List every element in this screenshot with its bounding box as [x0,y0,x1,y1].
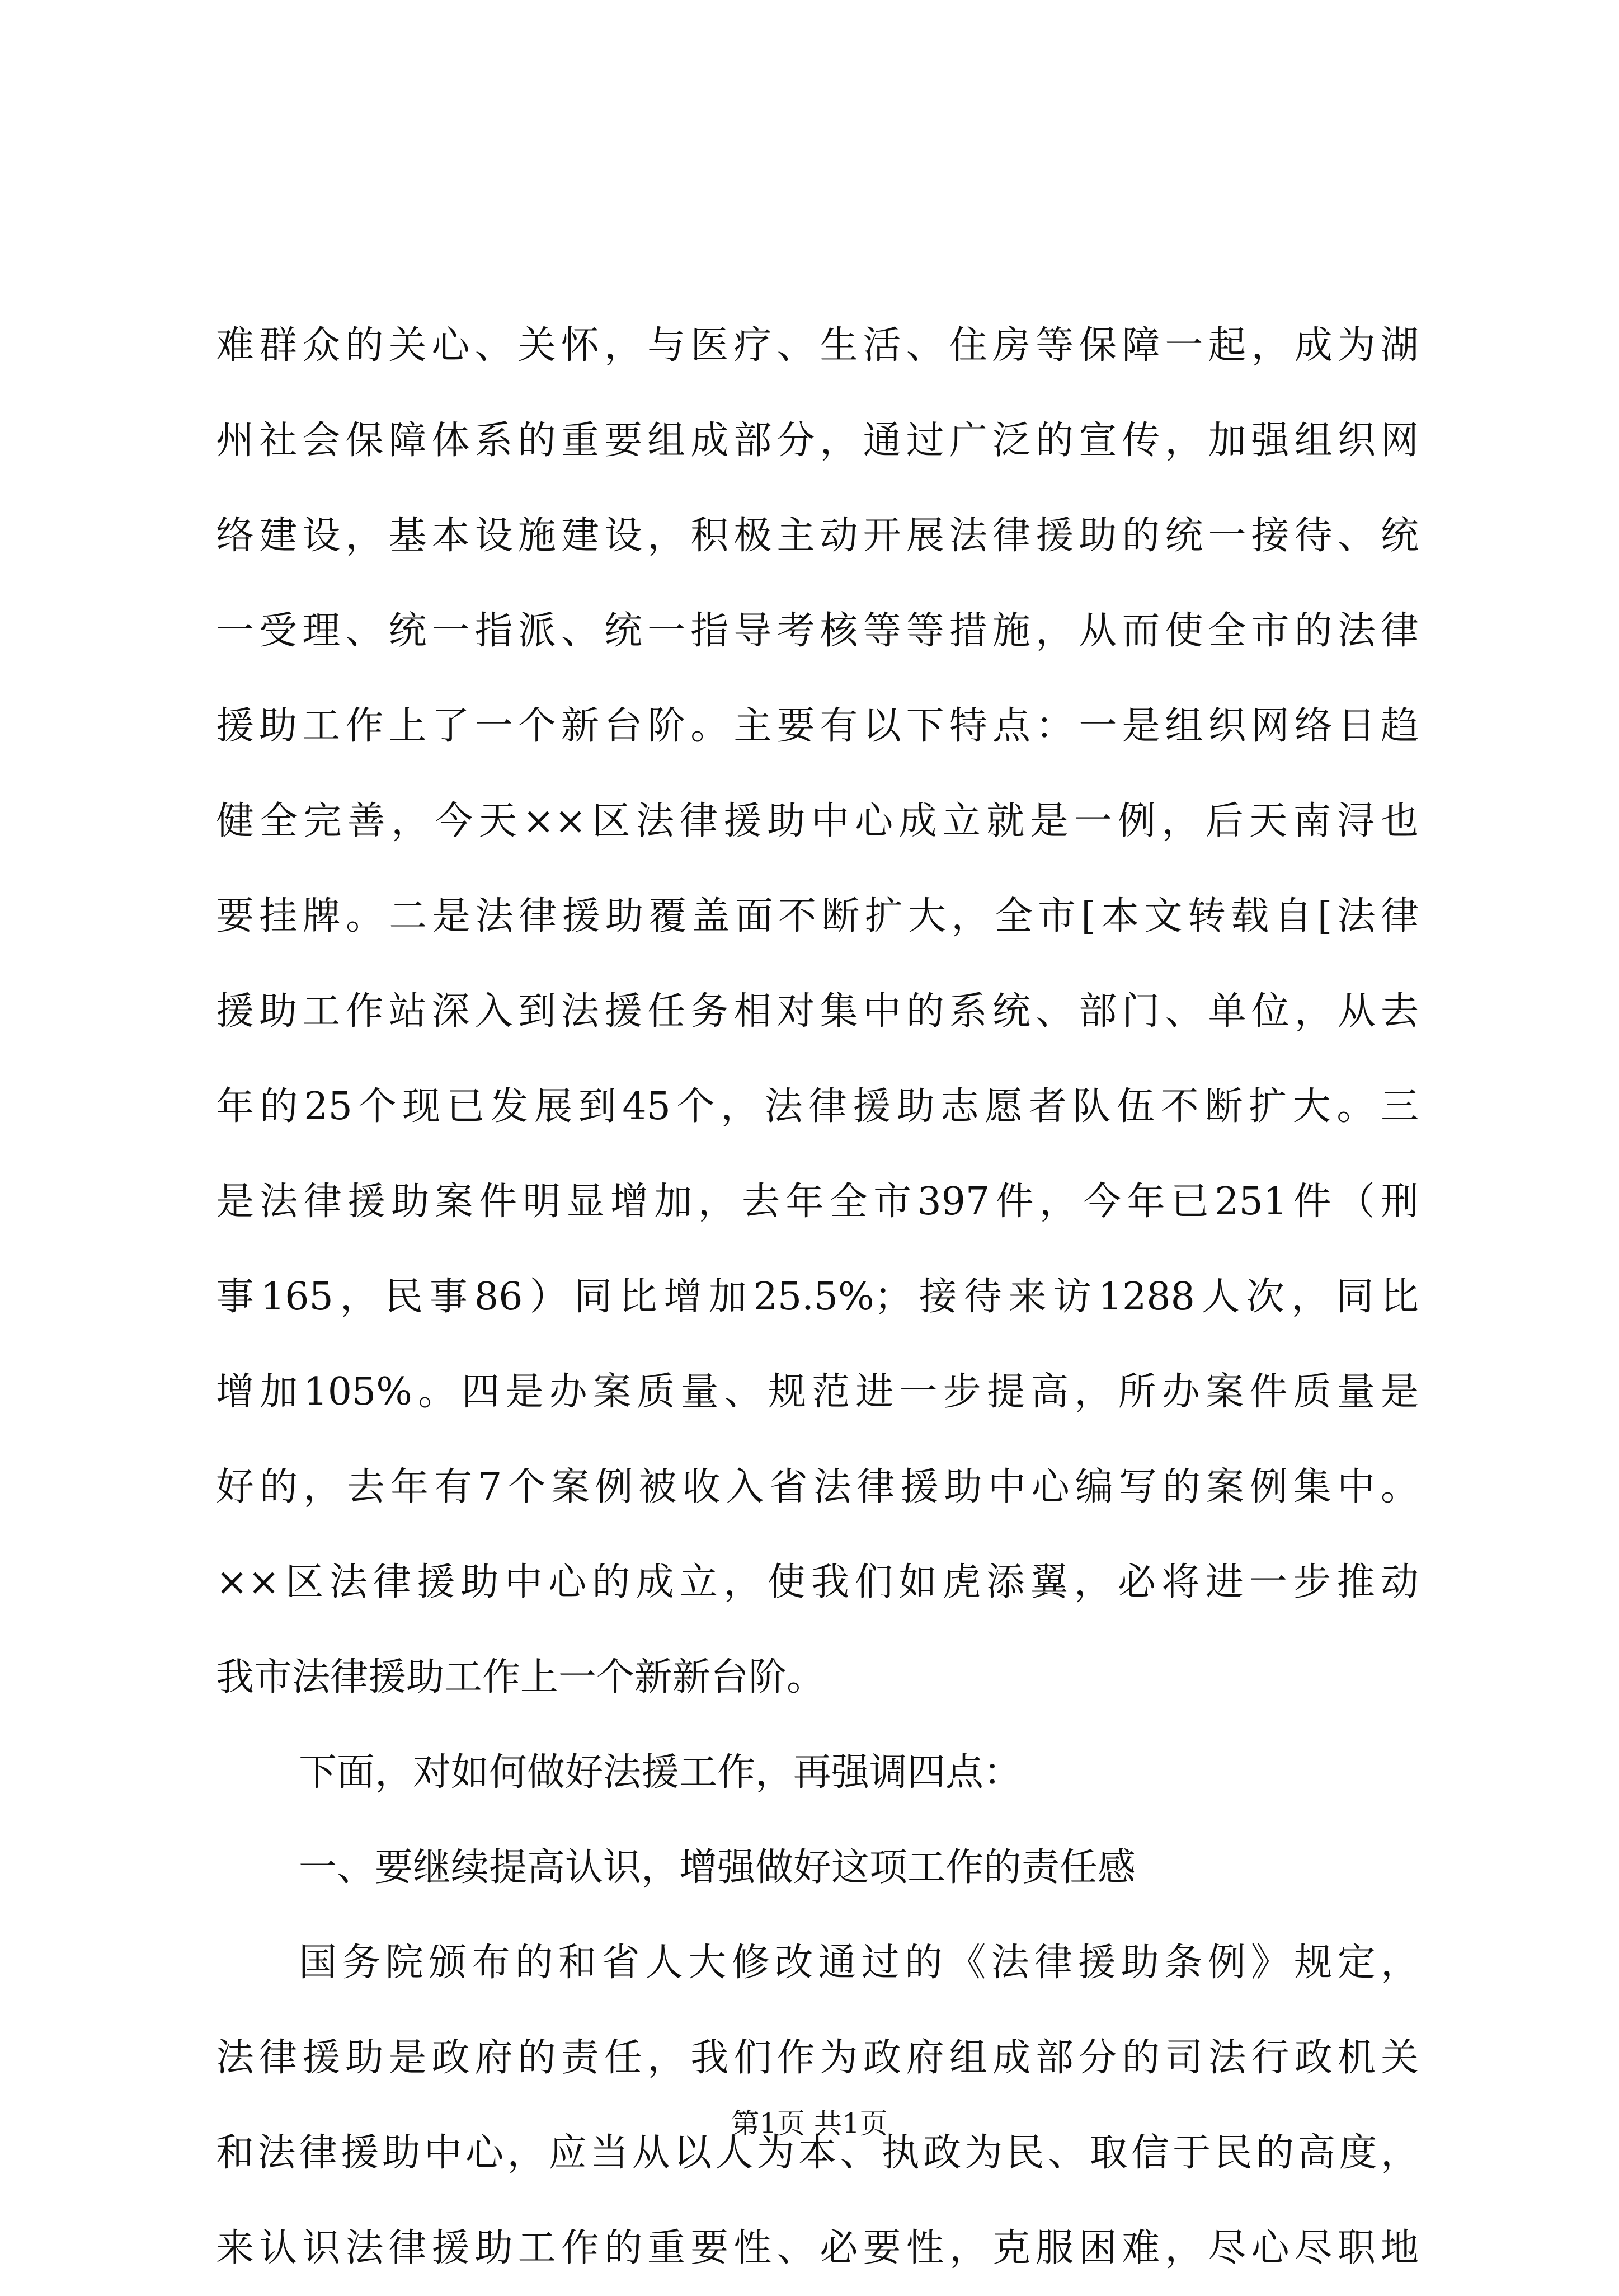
page-footer: 第1页 共1页 [731,2107,888,2140]
text-line: 援助工作站深入到法援任务相对集中的系统、部门、单位，从去 [216,989,1419,1034]
section-heading: 一、要继续提高认识，增强做好这项工作的责任感 [299,1846,1136,1890]
text-line: 州社会保障体系的重要组成部分，通过广泛的宣传，加强组织网 [216,419,1419,463]
text-line: 是法律援助案件明显增加，去年全市397件，今年已251件（刑 [216,1180,1419,1224]
text-line: ××区法律援助中心的成立，使我们如虎添翼，必将进一步推动 [216,1560,1419,1604]
text-line: 络建设，基本设施建设，积极主动开展法律援助的统一接待、统 [216,514,1419,558]
text-line: 援助工作上了一个新台阶。主要有以下特点：一是组织网络日趋 [216,704,1419,748]
text-line: 难群众的关心、关怀，与医疗、生活、住房等保障一起，成为湖 [216,323,1419,368]
text-line: 和法律援助中心，应当从以人为本、执政为民、取信于民的高度， [216,2131,1419,2175]
text-line: 来认识法律援助工作的重要性、必要性，克服困难，尽心尽职地 [216,2226,1419,2270]
text-line: 要挂牌。二是法律援助覆盖面不断扩大，全市[本文转载自[法律 [216,894,1419,938]
text-line: 事165，民事86）同比增加25.5%；接待来访1288人次，同比 [216,1275,1419,1319]
text-line: 一受理、统一指派、统一指导考核等等措施，从而使全市的法律 [216,609,1419,653]
text-line: 下面，对如何做好法援工作，再强调四点： [299,1750,1022,1795]
text-line: 我市法律援助工作上一个新新台阶。 [216,1655,825,1699]
text-line: 健全完善，今天××区法律援助中心成立就是一例，后天南浔也 [216,799,1419,843]
text-line: 增加105%。四是办案质量、规范进一步提高，所办案件质量是 [216,1370,1419,1414]
text-line: 好的，去年有7个案例被收入省法律援助中心编写的案例集中。 [216,1465,1419,1509]
text-line: 法律援助是政府的责任，我们作为政府组成部分的司法行政机关 [216,2036,1419,2080]
body-text [216,298,1419,2296]
text-line: 年的25个现已发展到45个，法律援助志愿者队伍不断扩大。三 [216,1084,1419,1129]
text-line: 国务院颁布的和省人大修改通过的《法律援助条例》规定， [299,1941,1419,1985]
